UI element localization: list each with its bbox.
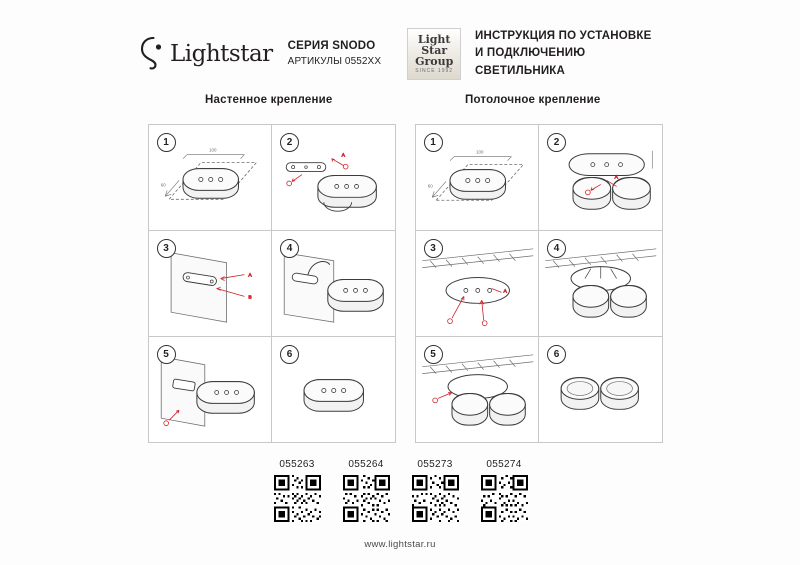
ceiling-step-6-number: 6 xyxy=(547,345,566,364)
code-number: 055264 xyxy=(348,459,384,470)
svg-text:A: A xyxy=(503,288,507,294)
wall-step-3-number: 3 xyxy=(157,239,176,258)
ceiling-step-3 xyxy=(415,230,540,337)
svg-text:B: B xyxy=(247,294,252,300)
code-item-055263 xyxy=(268,459,326,522)
wall-step-2 xyxy=(271,124,396,231)
instruction-line-1: ИНСТРУКЦИЯ ПО УСТАНОВКЕ xyxy=(475,30,652,43)
wall-step-6 xyxy=(271,336,396,443)
wall-step-2-number: 2 xyxy=(280,133,299,152)
svg-text:A: A xyxy=(614,174,618,180)
code-item-055273 xyxy=(406,459,464,522)
code-number: 055263 xyxy=(279,459,315,470)
code-item-055264 xyxy=(337,459,395,522)
wall-step-1 xyxy=(148,124,273,231)
ceiling-step-4-number: 4 xyxy=(547,239,566,258)
ceiling-step-5 xyxy=(415,336,540,443)
code-number: 055273 xyxy=(417,459,453,470)
wall-step-4-number: 4 xyxy=(280,239,299,258)
ceiling-step-2 xyxy=(538,124,663,231)
lightstar-group-badge xyxy=(407,28,461,80)
footer-website[interactable]: www.lightstar.ru xyxy=(364,539,436,550)
product-codes xyxy=(268,459,533,522)
badge-line-3: Group xyxy=(415,55,454,69)
ceiling-mount-steps xyxy=(415,124,662,442)
svg-text:A: A xyxy=(341,153,345,159)
ceiling-step-2-number: 2 xyxy=(547,133,566,152)
wall-step-3 xyxy=(148,230,273,337)
ceiling-step-6 xyxy=(538,336,663,443)
qr-code-055274[interactable] xyxy=(481,475,528,522)
series-label: СЕРИЯ SNODO xyxy=(287,40,376,53)
wall-step-6-number: 6 xyxy=(280,345,299,364)
badge-line-4: SINCE 1992 xyxy=(415,68,454,75)
badge-line-2: Star xyxy=(421,43,448,57)
ceiling-step-4 xyxy=(538,230,663,337)
svg-text:100: 100 xyxy=(208,147,216,153)
instruction-title xyxy=(475,28,670,80)
badge-line-1: Light xyxy=(417,32,451,46)
svg-text:100: 100 xyxy=(475,149,483,155)
wall-step-5 xyxy=(148,336,273,443)
header xyxy=(140,28,670,80)
ceiling-section-title: Потолочное крепление xyxy=(465,94,601,106)
ceiling-step-3-number: 3 xyxy=(424,239,443,258)
wall-section-title: Настенное крепление xyxy=(205,94,333,106)
ceiling-step-5-number: 5 xyxy=(424,345,443,364)
qr-code-055263[interactable] xyxy=(274,475,321,522)
svg-text:A: A xyxy=(247,273,252,279)
svg-text:60: 60 xyxy=(427,182,433,188)
brand-logo xyxy=(140,37,282,71)
qr-code-055273[interactable] xyxy=(412,475,459,522)
article-label: АРТИКУЛЫ 0552XX xyxy=(287,56,382,67)
instruction-line-2: И ПОДКЛЮЧЕНИЮ СВЕТИЛЬНИКА xyxy=(475,47,586,77)
lightstar-logo-icon xyxy=(140,37,166,71)
ceiling-step-1-number: 1 xyxy=(424,133,443,152)
wall-mount-steps xyxy=(148,124,395,442)
wall-step-5-number: 5 xyxy=(157,345,176,364)
wall-step-4 xyxy=(271,230,396,337)
code-number: 055274 xyxy=(486,459,522,470)
brand-wordmark: Lightstar xyxy=(170,41,273,67)
series-info xyxy=(282,39,408,68)
svg-text:60: 60 xyxy=(160,181,166,187)
wall-step-1-number: 1 xyxy=(157,133,176,152)
qr-code-055264[interactable] xyxy=(343,475,390,522)
code-item-055274 xyxy=(475,459,533,522)
ceiling-step-1 xyxy=(415,124,540,231)
